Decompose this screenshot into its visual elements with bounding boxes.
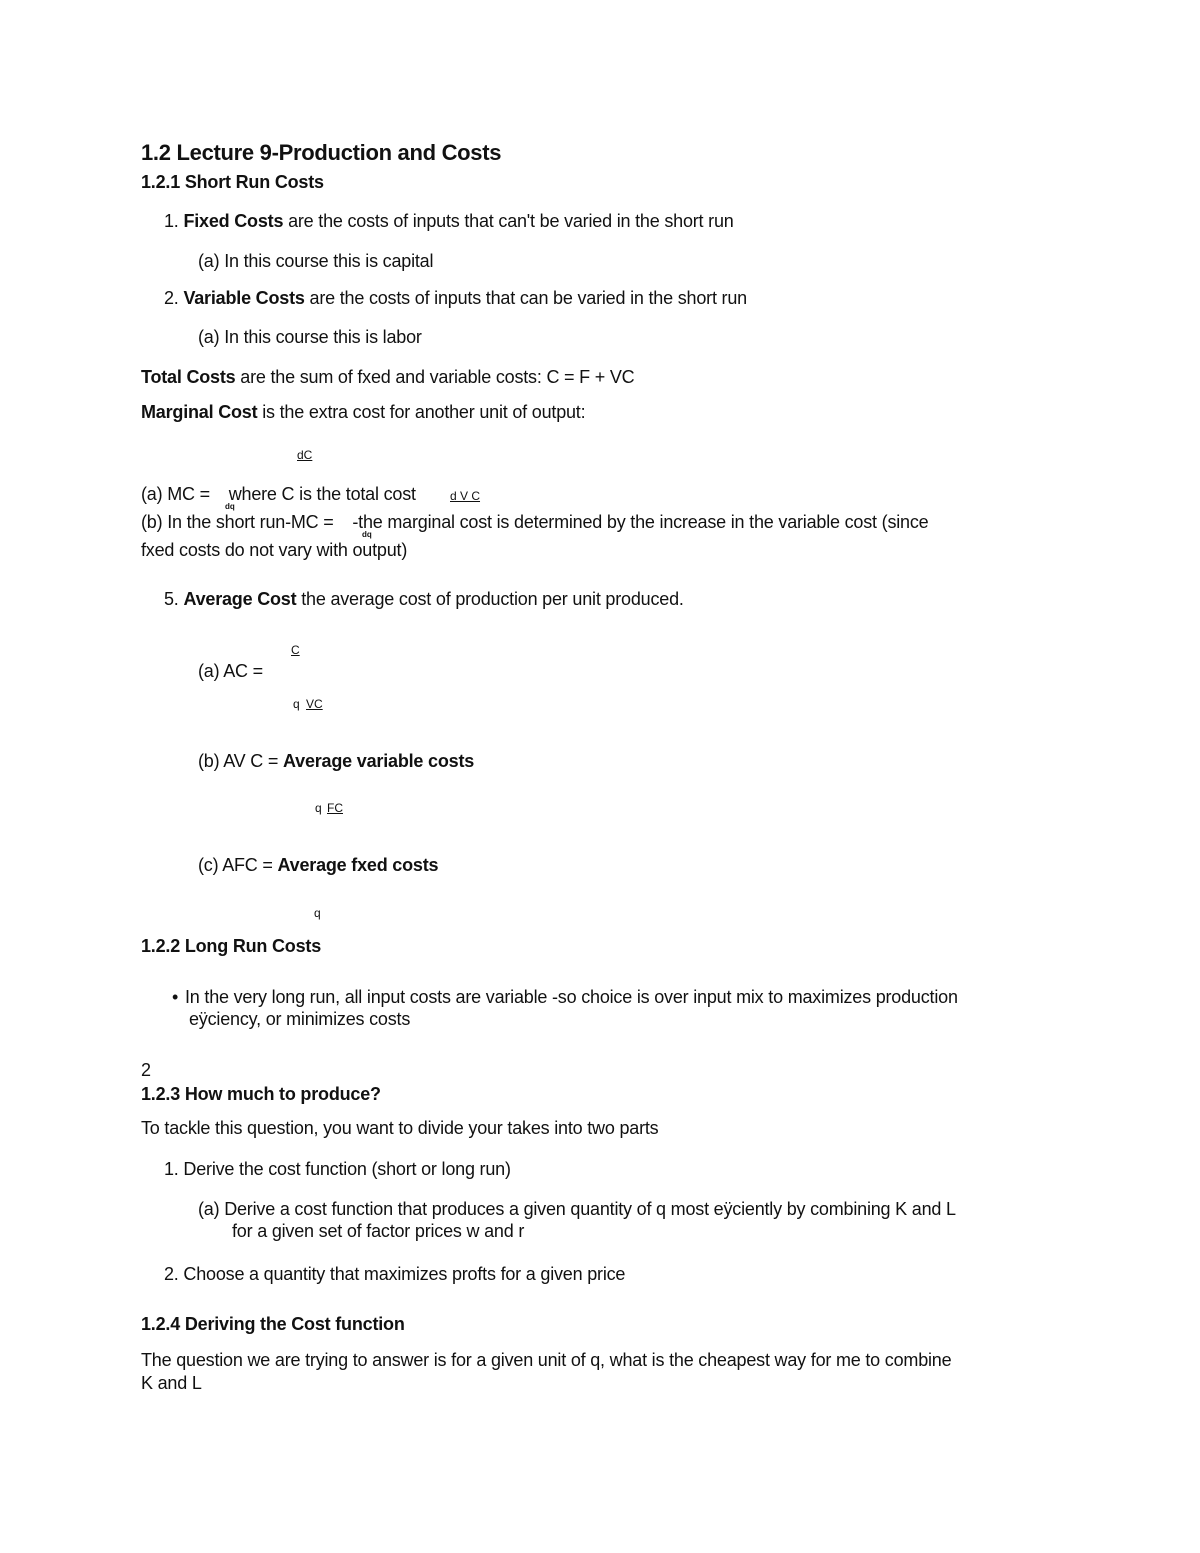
- fraction-dc-numerator: dC: [297, 448, 313, 462]
- marginal-cost-line: [141, 401, 585, 423]
- how-much-item1-sub-line2: for a given set of factor prices w and r: [232, 1221, 525, 1241]
- how-much-item1: 1. Derive the cost function (short or long run): [164, 1159, 511, 1179]
- fixed-costs-term: Fixed Costs: [183, 211, 284, 231]
- fraction-c-numerator: C: [291, 643, 300, 657]
- avc-term: Average variable costs: [283, 751, 475, 771]
- long-run-bullet-line2: eÿciency, or minimizes costs: [189, 1009, 411, 1029]
- avc-label: (b) AV C =: [198, 751, 283, 771]
- mc-a-prefix: (a) MC =: [141, 484, 215, 504]
- total-costs-term: Total Costs: [141, 367, 236, 387]
- avc-denominator: q: [315, 801, 322, 815]
- long-run-heading: 1.2.2 Long Run Costs: [141, 936, 322, 956]
- fraction-vc-numerator: VC: [306, 697, 323, 711]
- avc-line: [198, 750, 474, 772]
- afc-term: Average fxed costs: [277, 855, 439, 875]
- average-cost-text: the average cost of production per unit produced.: [296, 589, 684, 609]
- average-cost-term: Average Cost: [183, 589, 297, 609]
- fixed-costs-subitem: (a) In this course this is capital: [198, 251, 434, 271]
- mc-a-denominator: dq: [225, 502, 235, 511]
- variable-costs-item: [164, 287, 747, 309]
- fraction-dvc-numerator: d V C: [450, 489, 481, 503]
- long-run-bullet-line1: In the very long run, all input costs are variable -so choice is over input mix to maximizes production: [185, 987, 958, 1007]
- how-much-heading: 1.2.3 How much to produce?: [141, 1084, 381, 1104]
- bullet-marker: •: [172, 987, 179, 1007]
- section-title: 1.2 Lecture 9-Production and Costs: [141, 140, 502, 165]
- fixed-costs-text: are the costs of inputs that can't be varied in the short run: [283, 211, 734, 231]
- how-much-item2: 2. Choose a quantity that maximizes profts for a given price: [164, 1264, 626, 1284]
- marginal-cost-term: Marginal Cost: [141, 402, 258, 422]
- total-costs-line: [141, 366, 634, 388]
- ac-denominator: q: [293, 697, 300, 711]
- mc-b-prefix: (b) In the short run-MC =: [141, 512, 339, 532]
- afc-denominator: q: [314, 906, 321, 920]
- how-much-item1-sub-line1: (a) Derive a cost function that produces a given quantity of q most eÿciently by combining K and L: [198, 1199, 956, 1219]
- afc-line: [198, 854, 438, 876]
- total-costs-text: are the sum of fxed and variable costs: C = F + VC: [235, 367, 635, 387]
- item-number: 1.: [164, 211, 179, 231]
- variable-costs-text: are the costs of inputs that can be varied in the short run: [304, 288, 747, 308]
- page-number: 2: [141, 1060, 151, 1080]
- fraction-fc-numerator: FC: [327, 801, 343, 815]
- fixed-costs-item: [164, 210, 734, 232]
- how-much-intro: To tackle this question, you want to divide your takes into two parts: [141, 1118, 659, 1138]
- item-number: 5.: [164, 589, 179, 609]
- mc-b-denominator: dq: [362, 530, 372, 539]
- afc-label: (c) AFC =: [198, 855, 278, 875]
- deriving-line1: The question we are trying to answer is for a given unit of q, what is the cheapest way for me to combine: [141, 1350, 952, 1370]
- deriving-heading: 1.2.4 Deriving the Cost function: [141, 1314, 405, 1334]
- deriving-line2: K and L: [141, 1373, 202, 1393]
- item-number: 2.: [164, 288, 179, 308]
- marginal-cost-text: is the extra cost for another unit of output:: [257, 402, 586, 422]
- mc-b-text: -the marginal cost is determined by the increase in the variable cost (since: [352, 512, 929, 532]
- variable-costs-term: Variable Costs: [183, 288, 305, 308]
- variable-costs-subitem: (a) In this course this is labor: [198, 327, 422, 347]
- ac-label: (a) AC =: [198, 661, 263, 681]
- mc-b-continuation: fxed costs do not vary with output): [141, 540, 408, 560]
- mc-definition-b: [141, 511, 928, 533]
- mc-a-text: where C is the total cost: [228, 484, 416, 504]
- mc-definition-a: [141, 483, 416, 505]
- short-run-heading: 1.2.1 Short Run Costs: [141, 172, 324, 192]
- average-cost-item: [164, 588, 684, 610]
